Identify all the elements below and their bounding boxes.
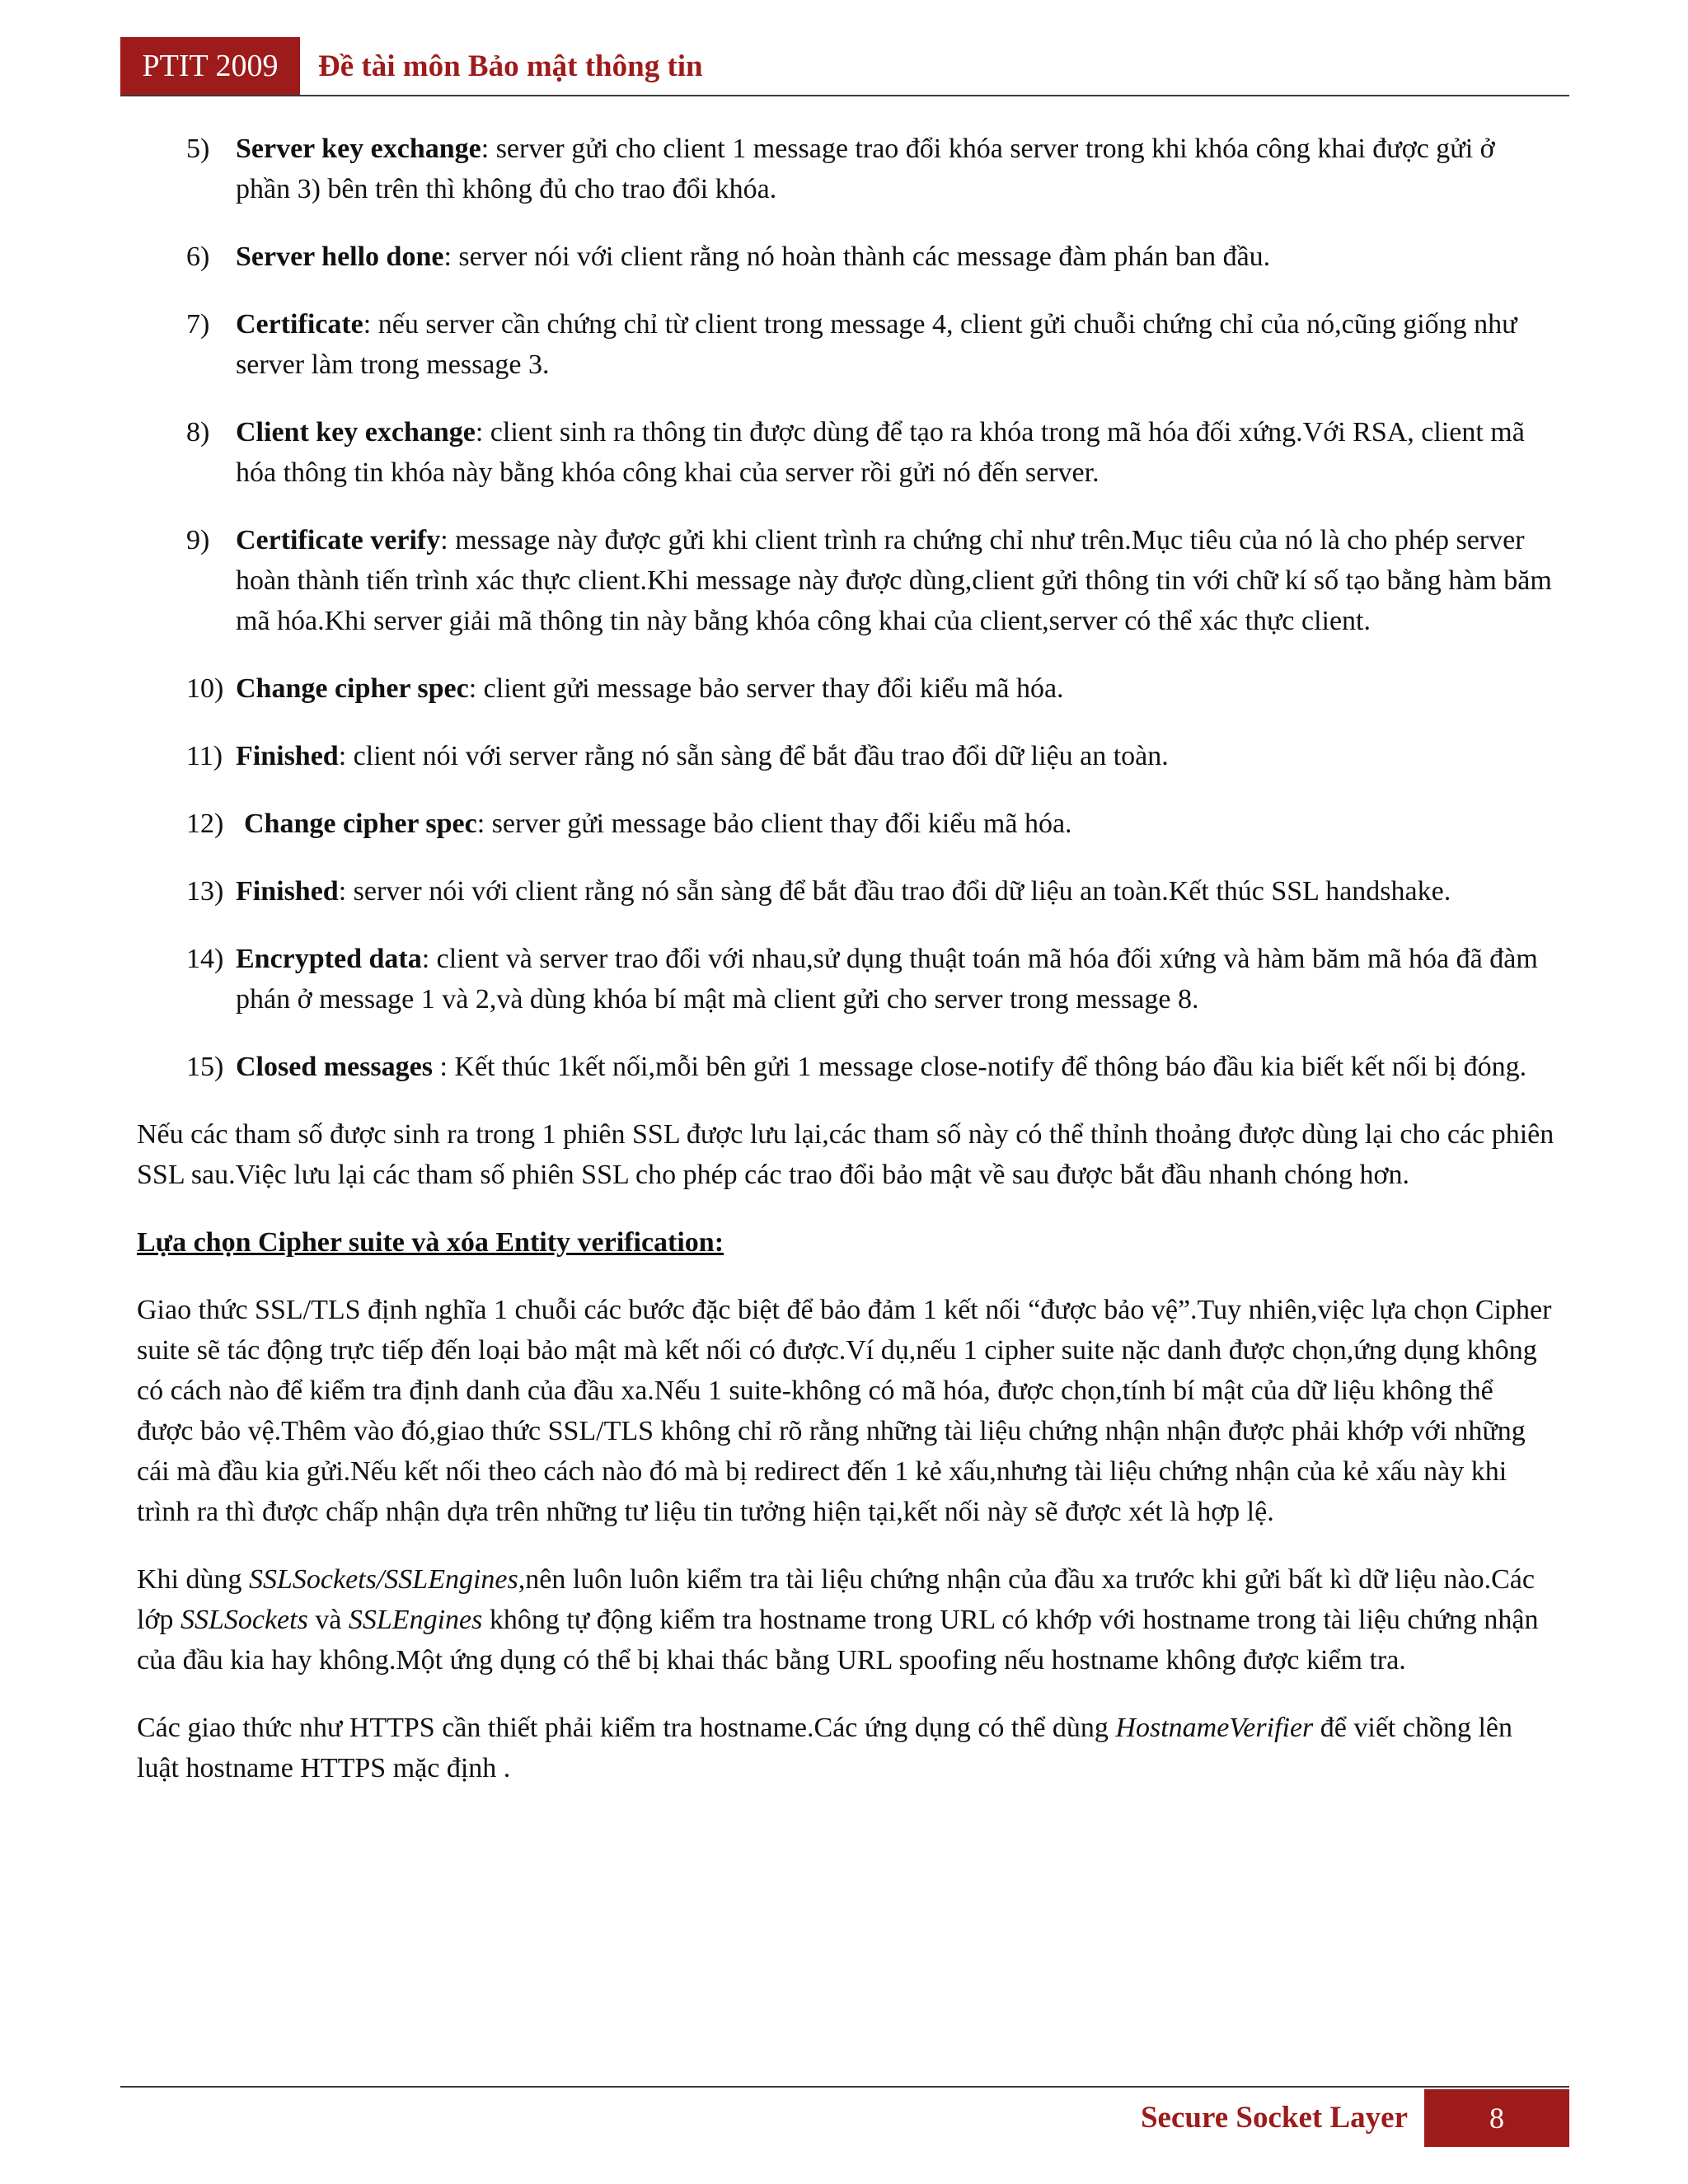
- list-item: [137, 237, 1554, 277]
- list-item-term: Encrypted data: [236, 944, 422, 974]
- list-item-term: Client key exchange: [236, 417, 476, 448]
- list-item-term: Change cipher spec: [236, 673, 469, 704]
- list-item: [137, 520, 1554, 641]
- list-item-text: : client nói với server rằng nó sẵn sàng để bắt đầu trao đổi dữ liệu an toàn.: [338, 741, 1169, 771]
- list-item-text: : server nói với client rằng nó hoàn thành các message đàm phán ban đầu.: [443, 241, 1271, 272]
- list-item-number: 11): [186, 741, 223, 771]
- list-item-text: : server gửi cho client 1 message trao đổi khóa server trong khi khóa công khai được gửi ở phần 3) bên trên thì không đủ cho trao đổi khóa.: [236, 134, 1495, 204]
- text-run: Khi dùng: [137, 1564, 249, 1595]
- italic-term: SSLSockets/SSLEngines: [249, 1564, 518, 1595]
- list-item-term: Certificate verify: [236, 525, 441, 555]
- list-item-text: : client sinh ra thông tin được dùng để tạo ra khóa trong mã hóa đối xứng.Với RSA, client mã hóa thông tin khóa này bằng khóa công khai của server rồi gửi nó đến server.: [236, 417, 1525, 488]
- paragraph-session-reuse: Nếu các tham số được sinh ra trong 1 phiên SSL được lưu lại,các tham số này có thể thỉnh thoảng được dùng lại cho các phiên SSL sau.Việc lưu lại các tham số phiên SSL cho phép các trao đổi bảo mật về sau được bắt đầu nhanh chóng hơn.: [137, 1119, 1554, 1190]
- list-item-number: 10): [186, 673, 224, 704]
- list-item: [137, 304, 1554, 385]
- list-item-term: Closed messages: [236, 1052, 433, 1082]
- list-item-number: 8): [186, 417, 210, 448]
- footer-title: Secure Socket Layer: [1140, 2101, 1408, 2135]
- list-item-term: Finished: [236, 741, 339, 771]
- list-item: [137, 1047, 1554, 1087]
- list-item: [137, 871, 1554, 912]
- list-item-text: : server nói với client rằng nó sẵn sàng để bắt đầu trao đổi dữ liệu an toàn.Kết thúc SSL handshake.: [338, 876, 1451, 907]
- list-item-number: 9): [186, 525, 210, 555]
- list-item-term: Certificate: [236, 309, 363, 340]
- list-item: [137, 939, 1554, 1019]
- list-item-term: Change cipher spec: [244, 808, 477, 839]
- list-item-text: : Kết thúc 1kết nối,mỗi bên gửi 1 message close-notify để thông báo đầu kia biết kết nối bị đóng.: [432, 1052, 1527, 1082]
- italic-term: HostnameVerifier: [1115, 1713, 1314, 1743]
- list-item: [137, 129, 1554, 209]
- list-item-number: 6): [186, 241, 210, 272]
- list-item: [137, 668, 1554, 709]
- list-item-term: Server key exchange: [236, 134, 481, 164]
- page-number: 8: [1424, 2089, 1569, 2147]
- paragraph-https: [137, 1708, 1554, 1788]
- list-item-number: 13): [186, 876, 224, 907]
- list-item-text: : client và server trao đổi với nhau,sử dụng thuật toán mã hóa đối xứng và hàm băm mã hóa đã đàm phán ở message 1 và 2,và dùng khóa bí mật mà client gửi cho server trong message 8.: [236, 944, 1538, 1015]
- header-badge: PTIT 2009: [120, 37, 300, 96]
- italic-term: SSLEngines: [348, 1605, 483, 1635]
- list-item-number: 14): [186, 944, 224, 974]
- list-item-term: Server hello done: [236, 241, 444, 272]
- list-item-number: 15): [186, 1052, 224, 1082]
- list-item: [137, 804, 1554, 844]
- list-item-number: 5): [186, 134, 210, 164]
- list-item-number: 12): [186, 808, 224, 839]
- paragraph-sslsockets: [137, 1559, 1554, 1680]
- list-item-number: 7): [186, 309, 210, 340]
- header-divider: [120, 95, 1569, 96]
- list-item-text: : server gửi message bảo client thay đổi kiểu mã hóa.: [476, 808, 1072, 839]
- page-content: [137, 129, 1554, 1816]
- text-run: và: [307, 1605, 349, 1635]
- text-run: không tự động kiểm tra hostname trong URL có khớp với hostname trong tài liệu chứng nhận của đầu kia hay không.Một ứng dụng có thể bị khai thác bằng URL spoofing nếu hostname không được kiểm tra.: [137, 1605, 1539, 1675]
- list-item-text: : nếu server cần chứng chỉ từ client trong message 4, client gửi chuỗi chứng chỉ của nó,cũng giống như server làm trong message 3.: [236, 309, 1517, 380]
- text-run: ,nên luôn luôn kiểm tra tài liệu chứng nhận của đầu xa trước khi gửi bất kì dữ liệu nào.Các lớp: [137, 1564, 1535, 1635]
- list-item: [137, 736, 1554, 776]
- text-run: để viết chồng lên luật hostname HTTPS mặc định .: [137, 1713, 1512, 1783]
- footer-divider: [120, 2086, 1569, 2088]
- paragraph-cipher-suite: Giao thức SSL/TLS định nghĩa 1 chuỗi các bước đặc biệt để bảo đảm 1 kết nối “được bảo vệ”.Tuy nhiên,việc lựa chọn Cipher suite sẽ tác động trực tiếp đến loại bảo mật mà kết nối có được.Ví dụ,nếu 1 cipher suite nặc danh được chọn,ứng dụng không có cách nào để kiểm tra định danh của đầu xa.Nếu 1 suite-không có mã hóa, được chọn,tính bí mật của dữ liệu không thể được bảo vệ.Thêm vào đó,giao thức SSL/TLS không chỉ rõ rằng những tài liệu chứng nhận nhận được phải khớp với những cái mà đầu kia gửi.Nếu kết nối theo cách nào đó mà bị redirect đến 1 kẻ xấu,nhưng tài liệu chứng nhận của kẻ xấu này khi trình ra thì được chấp nhận dựa trên những tư liệu tin tưởng hiện tại,kết nối này sẽ được xét là hợp lệ.: [137, 1295, 1552, 1527]
- list-item-term: Finished: [236, 876, 339, 907]
- text-run: Các giao thức như HTTPS cần thiết phải kiểm tra hostname.Các ứng dụng có thể dùng: [137, 1713, 1116, 1743]
- list-item: [137, 412, 1554, 493]
- list-item-text: : client gửi message bảo server thay đổi kiểu mã hóa.: [468, 673, 1064, 704]
- list-item-text: : message này được gửi khi client trình ra chứng chỉ như trên.Mục tiêu của nó là cho phép server hoàn thành tiến trình xác thực client.Khi message này được dùng,client gửi thông tin với chữ kí số tạo bằng hàm băm mã hóa.Khi server giải mã thông tin này bằng khóa công khai của client,server có thể xác thực client.: [236, 525, 1552, 636]
- section-heading: Lựa chọn Cipher suite và xóa Entity verification:: [137, 1227, 724, 1258]
- italic-term: SSLSockets: [180, 1605, 308, 1635]
- header-title: Đề tài môn Bảo mật thông tin: [318, 49, 703, 83]
